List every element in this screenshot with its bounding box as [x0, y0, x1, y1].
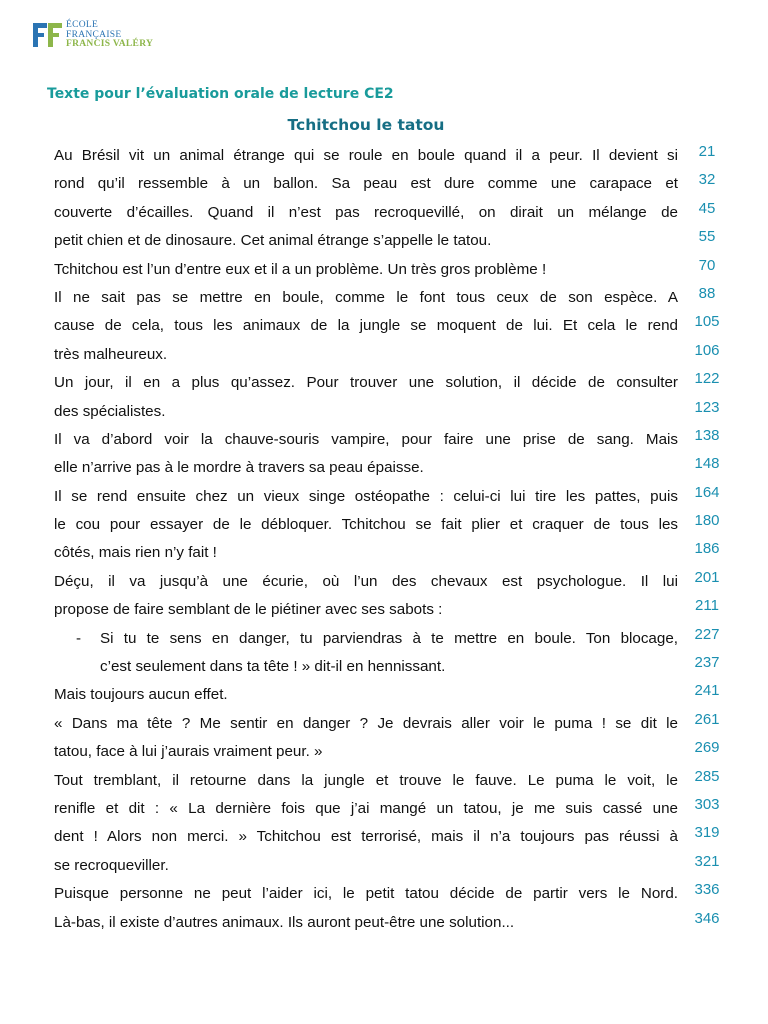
- word-count: 148: [694, 455, 720, 473]
- document-subtitle: Texte pour l’évaluation orale de lecture CE2: [47, 86, 394, 102]
- text-line: [54, 795, 678, 823]
- word-count: 105: [694, 313, 720, 331]
- text-line-content: Déçu, il va jusqu’à une écurie, où l’un des chevaux est psychologue. Il lui: [54, 572, 678, 590]
- text-line: [54, 511, 678, 539]
- text-line: [54, 284, 678, 312]
- text-line: [54, 909, 678, 937]
- text-line: [54, 312, 678, 340]
- text-line: [54, 539, 678, 567]
- word-count: 88: [698, 284, 716, 302]
- text-line: [54, 369, 678, 397]
- word-count: 164: [694, 483, 720, 501]
- word-counts: [684, 142, 730, 937]
- text-line: [54, 710, 678, 738]
- text-line-content: Si tu te sens en danger, tu parviendras à te mettre en boule. Ton blocage,: [100, 629, 678, 647]
- word-count: 321: [694, 852, 720, 870]
- text-line-content: rond qu’il ressemble à un ballon. Sa peau est dure comme une carapace et: [54, 175, 678, 193]
- text-line: [54, 227, 678, 255]
- text-line-content: Il va d’abord voir la chauve-souris vampire, pour faire une prise de sang. Mais: [54, 430, 678, 448]
- text-line-content: Au Brésil vit un animal étrange qui se roule en boule quand il a peur. Il devient si: [54, 147, 678, 164]
- text-line: [54, 341, 678, 369]
- text-line-content: propose de faire semblant de le piétiner avec ses sabots :: [54, 601, 443, 619]
- text-line: [54, 483, 678, 511]
- text-line: [54, 767, 678, 795]
- text-line-content: Tchitchou est l’un d’entre eux et il a un problème. Un très gros problème !: [54, 260, 547, 278]
- word-count: 241: [694, 682, 720, 700]
- word-count: 122: [694, 370, 720, 388]
- text-line-content: couverte d’écailles. Quand il n’est pas recroquevillé, on dirait un mélange de: [54, 203, 678, 221]
- text-line: [54, 426, 678, 454]
- text-line-content: côtés, mais rien n’y fait !: [54, 544, 217, 562]
- school-name: [66, 21, 236, 50]
- word-count: 180: [694, 512, 720, 530]
- word-count: 138: [694, 426, 720, 444]
- text-line: [54, 596, 678, 624]
- text-line: [54, 142, 678, 170]
- text-line: [54, 681, 678, 709]
- document-title: Tchitchou le tatou: [287, 116, 445, 134]
- text-line: [54, 568, 678, 596]
- word-count: 32: [698, 171, 716, 189]
- text-line-content: se recroqueviller.: [54, 856, 169, 874]
- text-line-content: très malheureux.: [54, 345, 168, 363]
- word-count: 211: [695, 597, 719, 615]
- text-line-content: le cou pour essayer de le débloquer. Tchitchou se fait plier et craquer de tous les: [54, 516, 678, 534]
- text-line-content: c’est seulement dans ta tête ! » dit-il en hennissant.: [100, 658, 446, 676]
- word-count: 70: [698, 256, 716, 274]
- text-line-content: tatou, face à lui j’aurais vraiment peur. »: [54, 743, 323, 761]
- text-line-content: « Dans ma tête ? Me sentir en danger ? Je devrais aller voir le puma ! se dit le: [54, 714, 678, 732]
- text-line-content: Il ne sait pas se mettre en boule, comme le font tous ceux de son espèce. A: [54, 288, 678, 306]
- text-line-content: des spécialistes.: [54, 402, 166, 420]
- text-line-content: Puisque personne ne peut l’aider ici, le petit tatou décide de partir vers le Nord.: [54, 885, 678, 903]
- word-count: 303: [694, 795, 720, 813]
- word-count: 45: [698, 199, 716, 217]
- word-count: 285: [694, 767, 720, 785]
- text-line-content: Là-bas, il existe d’autres animaux. Ils auront peut-être une solution...: [54, 913, 515, 931]
- word-count: 123: [694, 398, 720, 416]
- text-line: [54, 454, 678, 482]
- reading-text: [54, 142, 678, 937]
- text-line: [54, 625, 678, 653]
- bullet-dash: -: [76, 629, 82, 647]
- word-count: 106: [694, 341, 720, 359]
- text-line: [54, 823, 678, 851]
- text-line: [54, 170, 678, 198]
- school-name-line-1: ÉCOLE: [66, 20, 99, 30]
- text-line: [54, 199, 678, 227]
- text-line: [54, 398, 678, 426]
- text-line: [54, 738, 678, 766]
- text-line-content: Mais toujours aucun effet.: [54, 686, 228, 704]
- word-count: 21: [698, 143, 716, 160]
- word-count: 55: [698, 228, 716, 246]
- text-line: [54, 256, 678, 284]
- word-count: 346: [694, 909, 720, 927]
- text-line-content: Tout tremblant, il retourne dans la jungle et trouve le fauve. Le puma le voit, le: [54, 771, 678, 789]
- text-line: [54, 880, 678, 908]
- text-line-content: Un jour, il en a plus qu’assez. Pour trouver une solution, il décide de consulter: [54, 374, 678, 392]
- word-count: 319: [694, 824, 720, 842]
- text-line-content: elle n’arrive pas à le mordre à travers sa peau épaisse.: [54, 459, 424, 477]
- word-count: 261: [694, 710, 720, 728]
- word-count: 237: [694, 654, 720, 672]
- word-count: 186: [694, 540, 720, 558]
- school-name-line-2: FRANÇAISE: [66, 29, 122, 40]
- school-logo-mark-icon: [33, 20, 63, 50]
- text-line-content: cause de cela, tous les animaux de la jungle se moquent de lui. Et cela le rend: [54, 317, 678, 335]
- text-line: [54, 852, 678, 880]
- word-count: 227: [694, 625, 720, 643]
- school-name-line-3: FRANCIS VALÉRY: [66, 39, 154, 49]
- word-count: 201: [694, 568, 720, 586]
- text-line-content: dent ! Alors non merci. » Tchitchou est terrorisé, mais il n’a toujours pas réussi à: [54, 828, 678, 846]
- word-count: 336: [694, 881, 720, 899]
- text-line-content: petit chien et de dinosaure. Cet animal étrange s’appelle le tatou.: [54, 232, 492, 250]
- text-line-content: Il se rend ensuite chez un vieux singe ostéopathe : celui-ci lui tire les pattes, puis: [54, 487, 678, 505]
- text-line: [54, 653, 678, 681]
- word-count: 269: [694, 739, 720, 757]
- text-line-content: renifle et dit : « La dernière fois que j’ai mangé un tatou, je me suis cassé une: [54, 799, 678, 817]
